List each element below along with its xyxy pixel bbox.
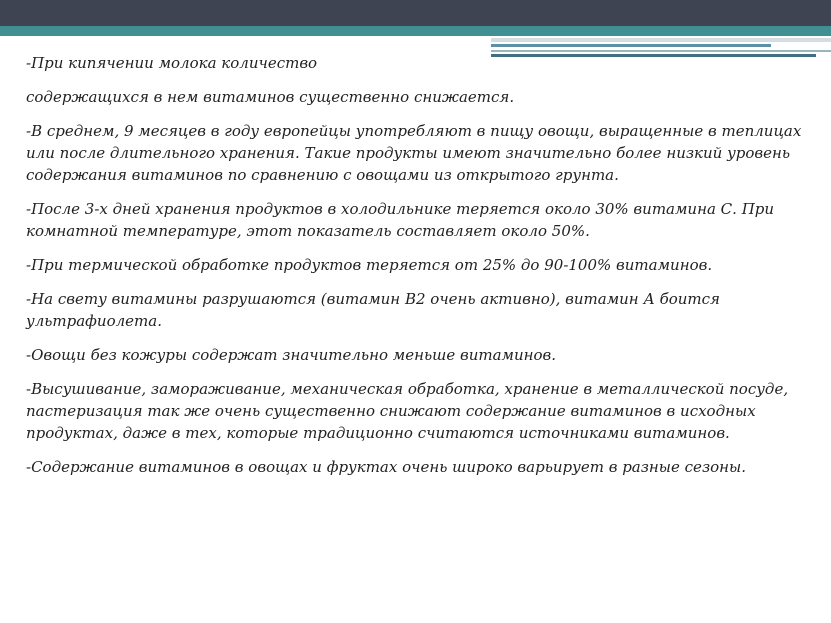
paragraph: -После 3-х дней хранения продуктов в холодильнике теряется около 30% витамина С. При комнатной температуре, этот показатель составляет около 50%. bbox=[26, 200, 775, 240]
paragraph: -Высушивание, замораживание, механическая обработка, хранение в металлической посуде, пастеризация так же очень существенно снижают содержание витаминов в исходных продуктах, даже в тех, которые традиционно считаются источниками витаминов. bbox=[26, 380, 789, 442]
slide-body bbox=[26, 52, 806, 490]
decor-line bbox=[491, 38, 831, 42]
header-bar bbox=[0, 0, 831, 26]
paragraph: -Овощи без кожуры содержат значительно меньше витаминов. bbox=[26, 346, 557, 364]
paragraph: -Содержание витаминов в овощах и фруктах очень широко варьирует в разные сезоны. bbox=[26, 458, 747, 476]
accent-band bbox=[0, 26, 831, 36]
paragraph: -При термической обработке продуктов теряется от 25% до 90-100% витаминов. bbox=[26, 256, 713, 274]
paragraph: -На свету витамины разрушаются (витамин B2 очень активно), витамин А боится ультрафиолета. bbox=[26, 290, 720, 330]
paragraph: -В среднем, 9 месяцев в году европейцы употребляют в пищу овощи, выращенные в теплицах или после длительного хранения. Такие продукты имеют значительно более низкий уровень содержания витаминов по сравнению с овощами из открытого грунта. bbox=[26, 122, 802, 184]
paragraph: -При кипячении молока количество bbox=[26, 54, 318, 72]
paragraph: содержащихся в нем витаминов существенно снижается. bbox=[26, 88, 515, 106]
decor-line bbox=[491, 44, 771, 47]
